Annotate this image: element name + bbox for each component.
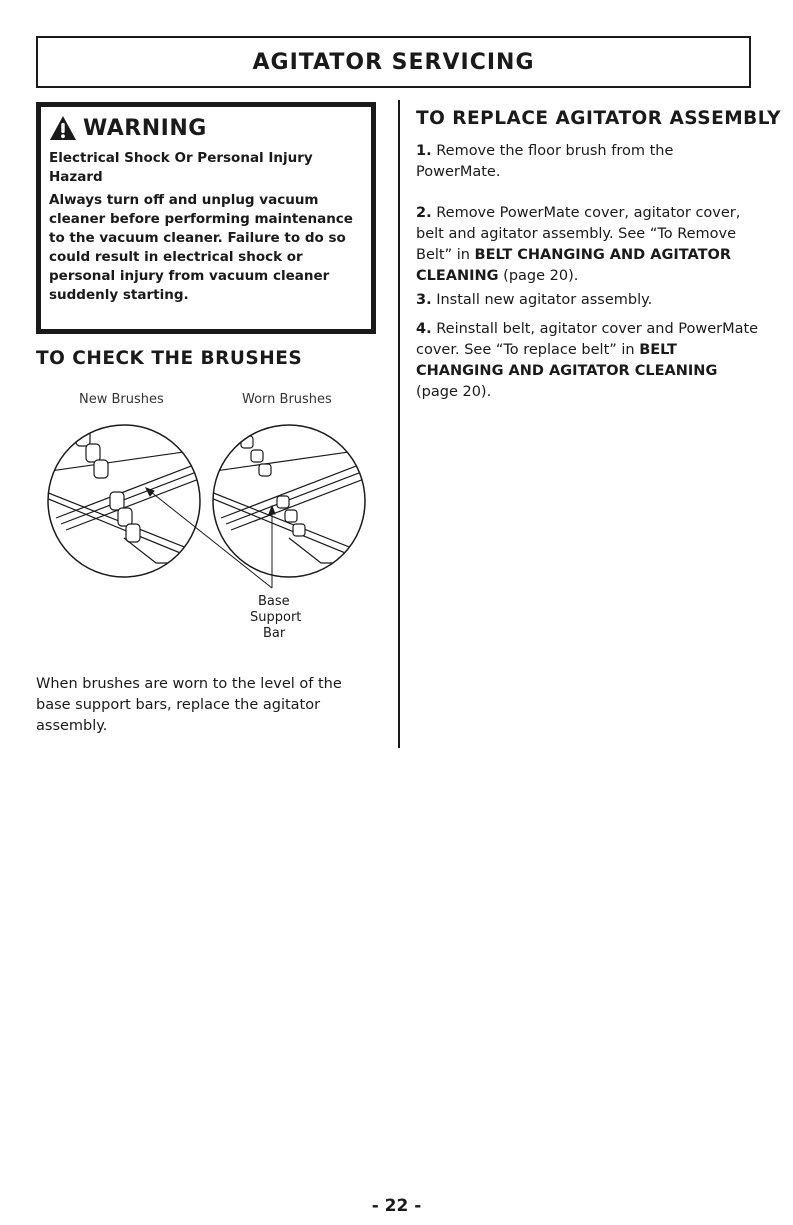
step-2: [416, 203, 761, 287]
callout-base: Base: [258, 594, 290, 609]
step-text: Install new agitator assembly.: [431, 292, 653, 308]
step-reference: BELT CHANGING AND AGITATOR CLEANING: [416, 247, 731, 284]
step-4: [416, 319, 761, 403]
page-number: - 22 -: [371, 1196, 422, 1216]
step-number: 4.: [416, 321, 432, 337]
warning-title: WARNING: [83, 115, 207, 141]
step-text: Remove the floor brush from the PowerMate.: [416, 143, 674, 180]
step-number: 3.: [416, 292, 432, 308]
brushes-description: When brushes are worn to the level of the base support bars, replace the agitator assembly.: [36, 676, 342, 734]
callout-support: Support: [250, 610, 302, 625]
header-box: [36, 36, 751, 88]
label-worn-brushes: Worn Brushes: [242, 392, 332, 407]
step-number: 2.: [416, 205, 432, 221]
worn-brushes-drawing: [201, 398, 377, 566]
step-page-ref: (page 20).: [498, 268, 579, 284]
step-page-ref: (page 20).: [416, 384, 492, 400]
replace-assembly-title: TO REPLACE AGITATOR ASSEMBLY: [416, 108, 782, 129]
step-reference: BELT CHANGING AND AGITATOR CLEANING: [416, 342, 718, 379]
label-new-brushes: New Brushes: [79, 392, 164, 407]
new-brushes-drawing: [36, 398, 212, 566]
page-title: AGITATOR SERVICING: [252, 49, 535, 75]
warning-triangle-icon: [49, 115, 77, 141]
step-1: [416, 141, 761, 183]
column-divider: [398, 100, 400, 748]
warning-body: Always turn off and unplug vacuum cleaner before performing maintenance to the vacuum cleaner. Failure to do so could result in electrical shock or personal injury from vacuum cleaner suddenly starting.: [49, 192, 353, 303]
step-text: Remove PowerMate cover, agitator cover, belt and agitator assembly. See “To Remove Belt” in: [416, 205, 741, 263]
step-3: [416, 290, 761, 311]
callout-bar: Bar: [263, 626, 286, 641]
warning-heading: [49, 115, 365, 141]
callout-lines: [146, 488, 275, 588]
brushes-figure: [36, 388, 381, 650]
step-number: 1.: [416, 143, 432, 159]
warning-box: [36, 102, 376, 334]
brushes-diagram: [36, 388, 381, 650]
warning-hazard: Electrical Shock Or Personal Injury Hazard: [49, 150, 313, 185]
check-brushes-title: TO CHECK THE BRUSHES: [36, 348, 303, 369]
step-text: Reinstall belt, agitator cover and PowerMate cover. See “To replace belt” in: [416, 321, 759, 358]
